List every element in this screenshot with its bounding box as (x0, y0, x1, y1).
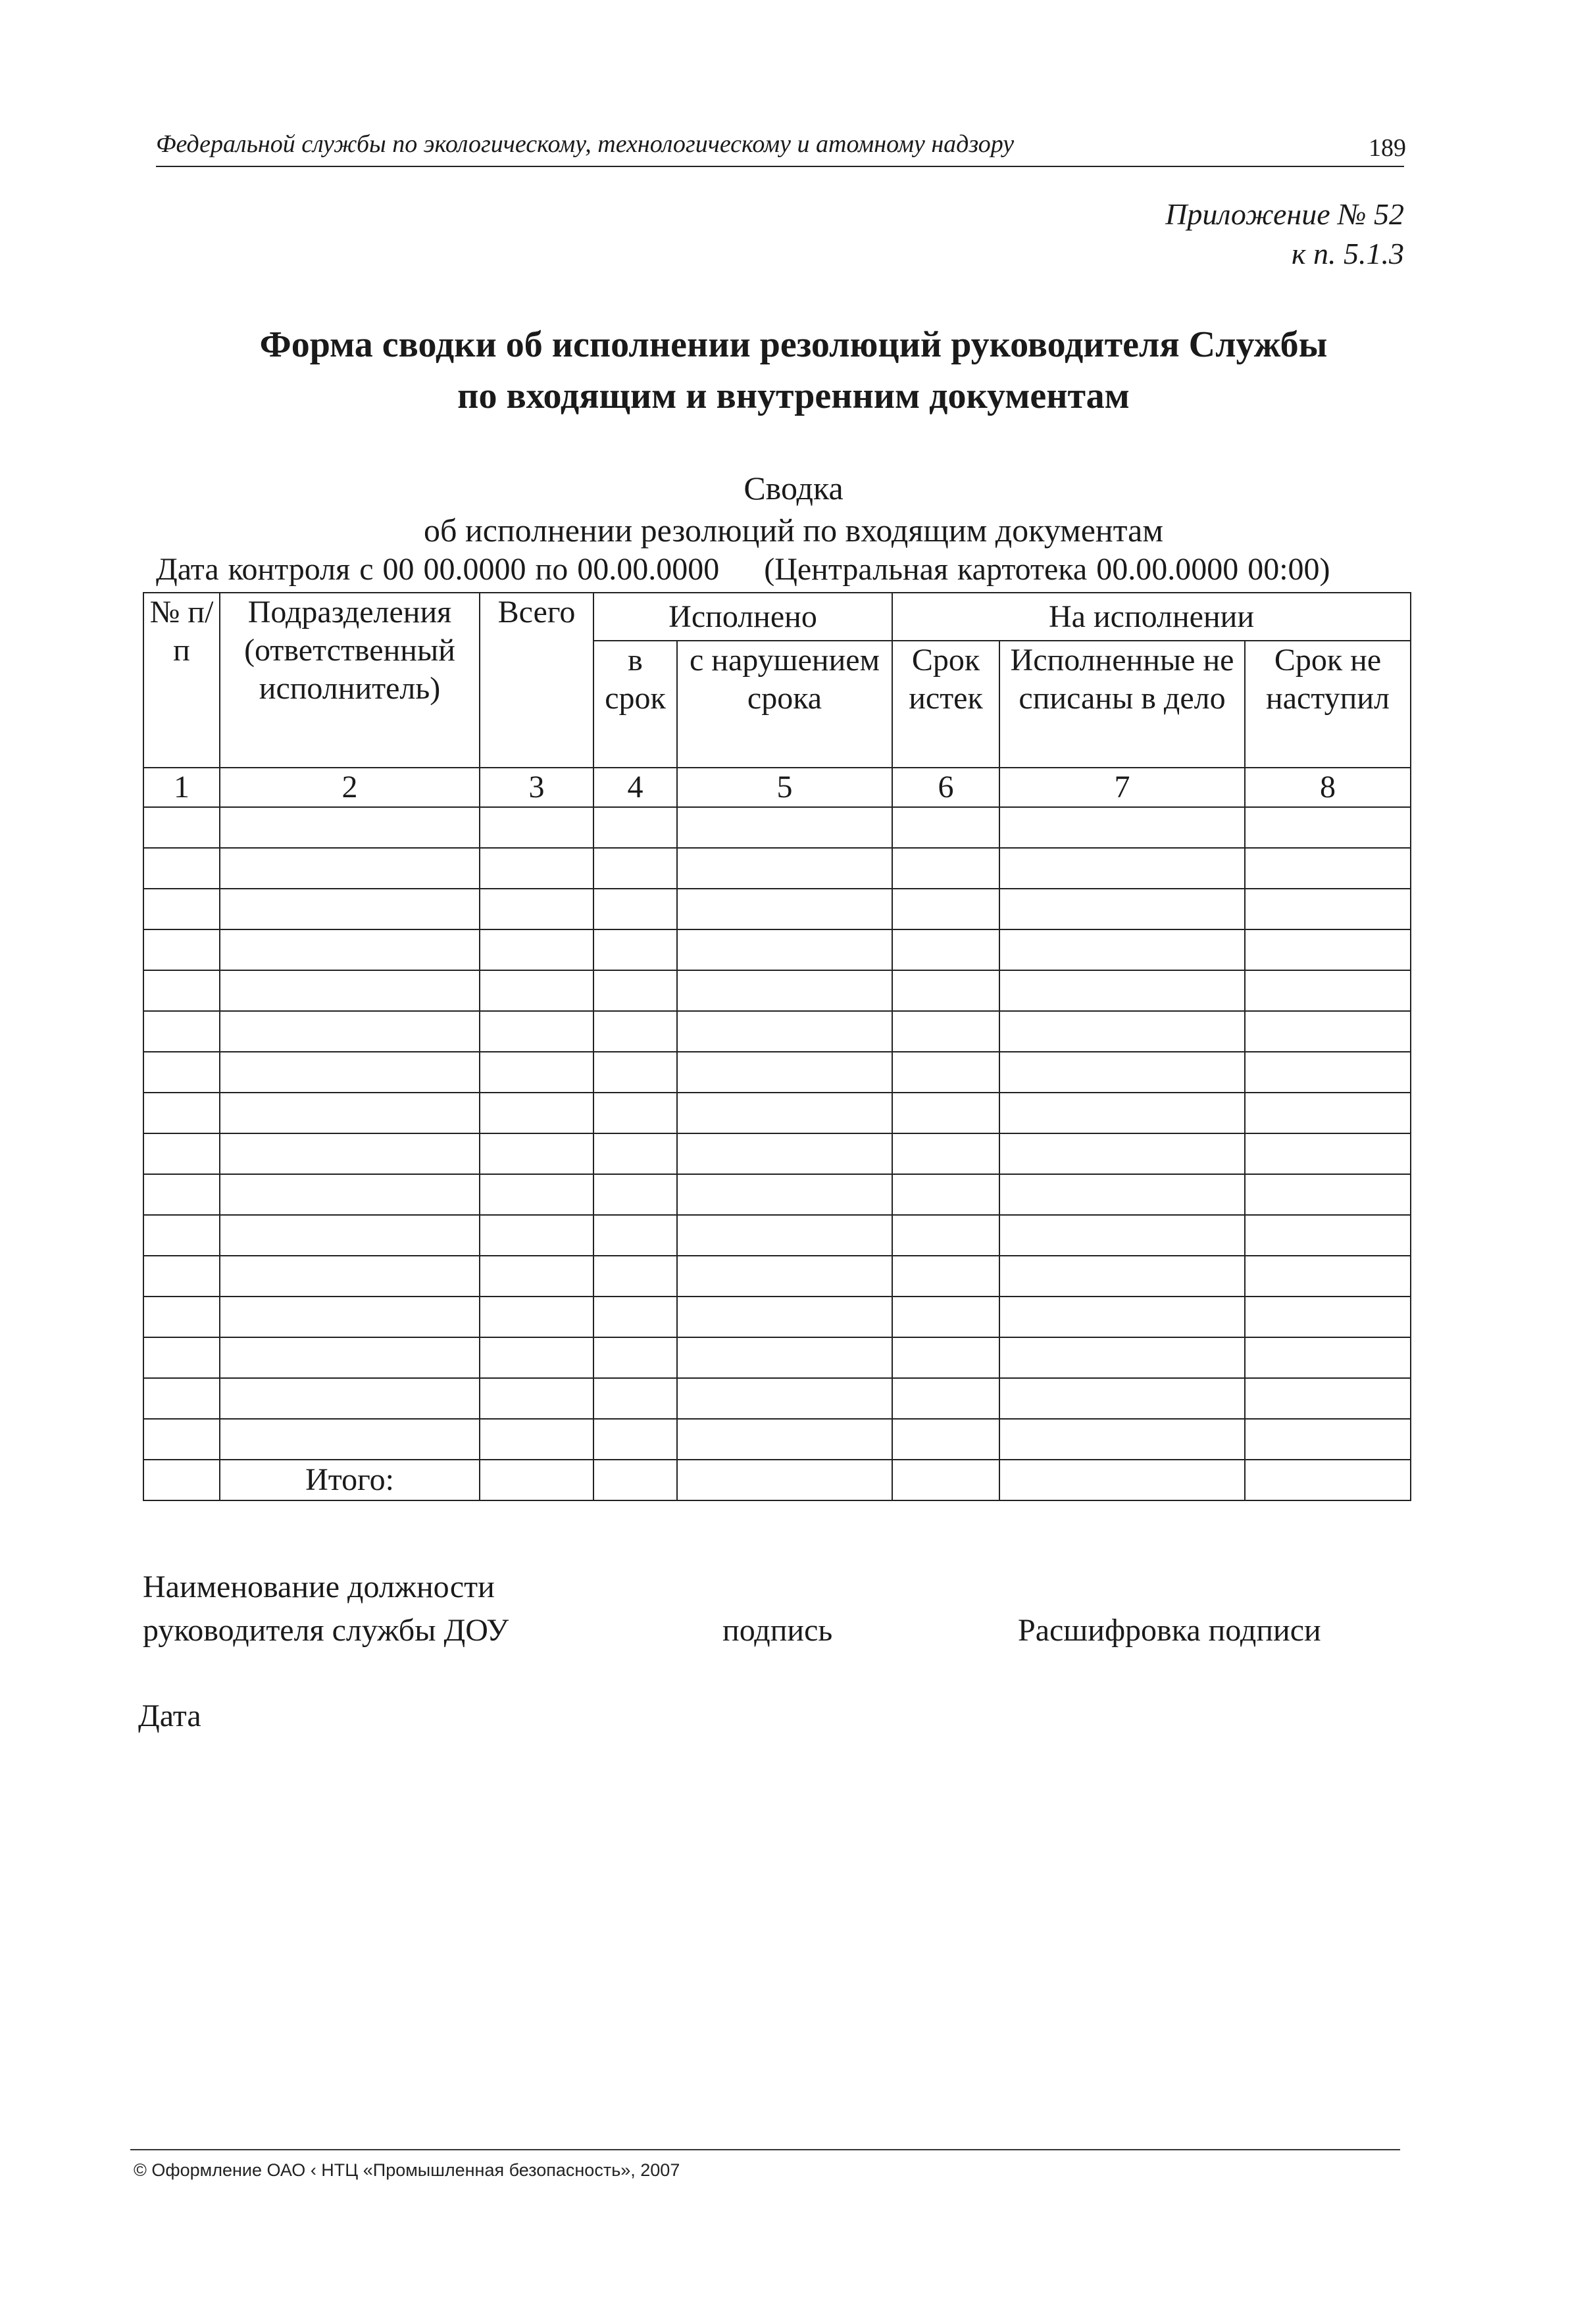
table-cell (1245, 1215, 1411, 1256)
summary-title: Сводка (743, 470, 844, 507)
header-not-filed: Исполненные не списаны в дело (999, 641, 1245, 768)
table-row (143, 1419, 1411, 1460)
table-cell (999, 1052, 1245, 1093)
table-cell (480, 1174, 593, 1215)
table-cell (143, 1011, 220, 1052)
table-cell (220, 1133, 480, 1174)
table-cell (143, 1133, 220, 1174)
column-number-row (143, 768, 1411, 807)
header-late: с нарушением срока (677, 641, 892, 768)
table-row (143, 929, 1411, 970)
table-cell (999, 1093, 1245, 1133)
table-cell (999, 848, 1245, 889)
table-cell (999, 1460, 1245, 1500)
table-cell (593, 1256, 677, 1297)
table-cell (892, 1460, 999, 1500)
header-number: № п/п (143, 593, 220, 768)
header-executed: Исполнено (593, 593, 892, 641)
table-cell (593, 1378, 677, 1419)
table-cell (220, 1215, 480, 1256)
table-cell (999, 1011, 1245, 1052)
table-cell (220, 1093, 480, 1133)
header-rule (156, 166, 1404, 167)
table-cell (1245, 1011, 1411, 1052)
footer-rule (130, 2149, 1400, 2150)
table-cell (220, 807, 480, 848)
table-cell (1245, 970, 1411, 1011)
table-cell (143, 1337, 220, 1378)
table-cell (677, 1093, 892, 1133)
title-line-2: по входящим и внутренним документам (457, 376, 1130, 416)
table-cell (892, 1011, 999, 1052)
date-label: Дата (138, 1698, 201, 1733)
table-cell (1245, 848, 1411, 889)
table-cell (999, 1378, 1245, 1419)
table-cell (892, 1256, 999, 1297)
table-cell (1245, 1174, 1411, 1215)
header-not-due: Срок не наступил (1245, 641, 1411, 768)
table-cell (677, 889, 892, 929)
table-cell (593, 1460, 677, 1500)
table-cell (220, 1378, 480, 1419)
table-cell (999, 1419, 1245, 1460)
table-cell (220, 1297, 480, 1337)
table-cell (143, 1297, 220, 1337)
blank-rows (143, 807, 1411, 1460)
table-cell (1245, 1052, 1411, 1093)
appendix-clause: к п. 5.1.3 (1291, 237, 1404, 270)
table-cell (892, 1378, 999, 1419)
table-cell (677, 1052, 892, 1093)
header-total: Всего (480, 593, 593, 768)
table-row (143, 1337, 1411, 1378)
table-cell (892, 1093, 999, 1133)
table-cell (1245, 1378, 1411, 1419)
appendix-reference (1165, 195, 1404, 274)
table-row (143, 1174, 1411, 1215)
table-cell (892, 1297, 999, 1337)
table-cell (999, 1174, 1245, 1215)
table-cell (1245, 1460, 1411, 1500)
page-number: 189 (1369, 134, 1406, 162)
table-cell (1245, 1133, 1411, 1174)
table-cell (892, 929, 999, 970)
table-cell (480, 1133, 593, 1174)
table-cell (677, 1011, 892, 1052)
running-title: Федеральной службы по экологическому, технологическому и атомному надзору (156, 130, 1015, 158)
table-row (143, 1011, 1411, 1052)
table-cell (143, 848, 220, 889)
total-row (143, 1460, 1411, 1500)
table-row (143, 970, 1411, 1011)
appendix-number: Приложение № 52 (1165, 197, 1404, 231)
table-cell (999, 929, 1245, 970)
column-number: 1 (143, 768, 220, 807)
summary-table (143, 592, 1410, 1501)
table-cell (677, 807, 892, 848)
table-cell (892, 1337, 999, 1378)
table-cell (143, 929, 220, 970)
table-cell (480, 1337, 593, 1378)
table-cell (220, 970, 480, 1011)
table-cell (677, 1215, 892, 1256)
table-cell (677, 1297, 892, 1337)
title-line-1: Форма сводки об исполнении резолюций руководителя Службы (259, 324, 1328, 365)
table-cell (480, 807, 593, 848)
column-number: 7 (999, 768, 1245, 807)
table-cell (677, 1460, 892, 1500)
column-number: 2 (220, 768, 480, 807)
table-cell (143, 1215, 220, 1256)
table-cell (999, 1256, 1245, 1297)
table-cell (999, 807, 1245, 848)
table-cell (892, 1215, 999, 1256)
table-cell (593, 1174, 677, 1215)
table-cell (480, 1460, 593, 1500)
table-cell (677, 848, 892, 889)
control-date-line (156, 551, 1330, 587)
table-cell (143, 1256, 220, 1297)
table-cell (892, 807, 999, 848)
table-cell (480, 929, 593, 970)
table-cell (143, 889, 220, 929)
table-cell (892, 1133, 999, 1174)
table-cell (143, 1460, 220, 1500)
header-department: Подразделения (ответственный исполнитель) (220, 593, 480, 768)
table-cell (1245, 807, 1411, 848)
table-cell (480, 1215, 593, 1256)
table-cell (1245, 889, 1411, 929)
table-cell (143, 1174, 220, 1215)
table-cell (593, 1419, 677, 1460)
column-number: 4 (593, 768, 677, 807)
table-row (143, 1093, 1411, 1133)
table-cell (999, 1297, 1245, 1337)
table-cell (220, 1337, 480, 1378)
table-cell (677, 1378, 892, 1419)
summary-heading (0, 467, 1587, 551)
table-cell (593, 807, 677, 848)
table-cell (892, 1419, 999, 1460)
table-cell (220, 889, 480, 929)
table-row (143, 1052, 1411, 1093)
copyright-footer: © Оформление ОАО ‹ НТЦ «Промышленная безопасность», 2007 (134, 2160, 680, 2180)
column-number: 3 (480, 768, 593, 807)
header-in-progress: На исполнении (892, 593, 1411, 641)
table-cell (480, 848, 593, 889)
control-date: Дата контроля с 00 00.0000 по 00.00.0000 (156, 552, 720, 587)
table-cell (892, 1052, 999, 1093)
table-cell (593, 970, 677, 1011)
signature-label: подпись (722, 1613, 833, 1648)
table-row (143, 1133, 1411, 1174)
table-cell (220, 1052, 480, 1093)
table-cell (220, 1011, 480, 1052)
table-cell (143, 1419, 220, 1460)
table-cell (480, 1378, 593, 1419)
table-cell (143, 807, 220, 848)
table-row (143, 1256, 1411, 1297)
table-cell (1245, 1337, 1411, 1378)
signature-decoding-label: Расшифровка подписи (1018, 1613, 1321, 1648)
table-cell (677, 1419, 892, 1460)
table-cell (1245, 1256, 1411, 1297)
table-cell (999, 1215, 1245, 1256)
table-cell (892, 848, 999, 889)
column-number: 8 (1245, 768, 1411, 807)
table-cell (593, 1297, 677, 1337)
table-cell (999, 1133, 1245, 1174)
table-cell (1245, 1297, 1411, 1337)
table-cell (220, 1174, 480, 1215)
table-cell (593, 1133, 677, 1174)
table-cell (892, 1174, 999, 1215)
table-cell (593, 889, 677, 929)
table-cell (999, 1337, 1245, 1378)
header-expired: Срок истек (892, 641, 999, 768)
table-cell (593, 1093, 677, 1133)
table-cell (143, 1378, 220, 1419)
table-row (143, 1297, 1411, 1337)
table-row (143, 1378, 1411, 1419)
registry-date: (Центральная картотека 00.00.0000 00:00) (764, 552, 1330, 587)
table-cell (220, 848, 480, 889)
table-cell (220, 929, 480, 970)
table-row (143, 848, 1411, 889)
table-cell (677, 1174, 892, 1215)
document-title (0, 319, 1587, 422)
header-on-time: в срок (593, 641, 677, 768)
table-cell (143, 1093, 220, 1133)
position-block (143, 1566, 509, 1652)
table-cell (593, 848, 677, 889)
table-cell (593, 1011, 677, 1052)
summary-subtitle: об исполнении резолюций по входящим документам (424, 512, 1163, 549)
table-cell (1245, 929, 1411, 970)
table-cell (1245, 1419, 1411, 1460)
table-cell (480, 1052, 593, 1093)
table-cell (143, 970, 220, 1011)
table-cell (480, 889, 593, 929)
table-cell (480, 970, 593, 1011)
table-cell (999, 970, 1245, 1011)
table-cell (480, 1011, 593, 1052)
table-cell (480, 1256, 593, 1297)
table-cell (1245, 1093, 1411, 1133)
table-cell (999, 889, 1245, 929)
table-cell (480, 1093, 593, 1133)
table-cell (480, 1297, 593, 1337)
table-cell (220, 1419, 480, 1460)
table-row (143, 807, 1411, 848)
table-cell (220, 1256, 480, 1297)
column-number: 6 (892, 768, 999, 807)
table-cell (892, 889, 999, 929)
column-number: 5 (677, 768, 892, 807)
table-cell (593, 1337, 677, 1378)
table-cell (677, 970, 892, 1011)
table-cell (677, 1133, 892, 1174)
position-title-line-2: руководителя службы ДОУ (143, 1613, 509, 1648)
table-cell (892, 970, 999, 1011)
table-cell (677, 1256, 892, 1297)
position-title-line-1: Наименование должности (143, 1570, 495, 1604)
table-cell (593, 1052, 677, 1093)
table-cell (143, 1052, 220, 1093)
table-cell (677, 1337, 892, 1378)
total-label: Итого: (220, 1460, 480, 1500)
table-row (143, 889, 1411, 929)
table-row (143, 1215, 1411, 1256)
table-cell (593, 929, 677, 970)
table-cell (480, 1419, 593, 1460)
table-cell (677, 929, 892, 970)
table-cell (593, 1215, 677, 1256)
